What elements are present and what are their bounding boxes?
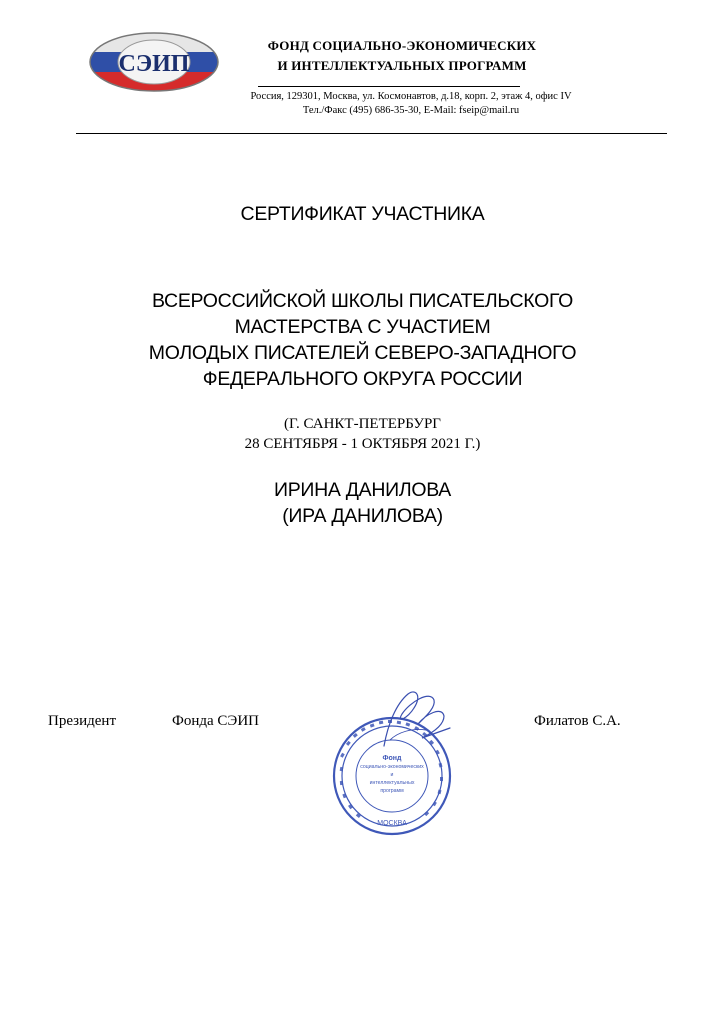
participant-name: ИРИНА ДАНИЛОВА: [274, 479, 451, 501]
signatory-position: Президент: [48, 713, 116, 729]
certificate-title: СЕРТИФИКАТ УЧАСТНИКА: [240, 203, 485, 225]
svg-text:социально-экономических: социально-экономических: [360, 764, 424, 770]
signatory-organization: Фонда СЭИП: [172, 713, 259, 729]
organization-name-line-2: И ИНТЕЛЛЕКТУАЛЬНЫХ ПРОГРАММ: [277, 58, 527, 73]
svg-text:Фонд: Фонд: [382, 755, 402, 762]
svg-text:и: и: [390, 772, 394, 778]
event-dates: 28 СЕНТЯБРЯ - 1 ОКТЯБРЯ 2021 Г.): [244, 436, 481, 452]
event-title-line: ФЕДЕРАЛЬНОГО ОКРУГА РОССИИ: [202, 368, 523, 390]
event-title-line: МОЛОДЫХ ПИСАТЕЛЕЙ СЕВЕРО-ЗАПАДНОГО: [148, 342, 577, 364]
svg-text:программ: программ: [380, 788, 404, 794]
event-place-and-dates: [0, 414, 725, 454]
event-place: (Г. САНКТ-ПЕТЕРБУРГ: [284, 416, 441, 432]
organization-name-line-1: ФОНД СОЦИАЛЬНО-ЭКОНОМИЧЕСКИХ: [267, 38, 537, 53]
official-seal: [326, 684, 462, 840]
svg-text:интеллектуальных: интеллектуальных: [369, 780, 415, 786]
organization-address: [206, 90, 616, 118]
contact-line: Тел./Факс (495) 686-35-30, E-Mail: fseip@mail.ru: [302, 105, 520, 116]
organization-name: [232, 36, 572, 76]
organization-divider: [258, 86, 520, 87]
participant: [0, 477, 725, 529]
address-line: Россия, 129301, Москва, ул. Космонавтов, д.18, корп. 2, этаж 4, офис IV: [250, 91, 572, 102]
signatory-name: Филатов С.А.: [534, 713, 621, 729]
participant-alias: (ИРА ДАНИЛОВА): [282, 505, 443, 527]
event-title-line: ВСЕРОССИЙСКОЙ ШКОЛЫ ПИСАТЕЛЬСКОГО: [151, 290, 574, 312]
svg-text:СЭИП: СЭИП: [118, 51, 190, 77]
svg-text:МОСКВА: МОСКВА: [377, 820, 407, 827]
fund-logo: [88, 31, 220, 93]
header-divider: [76, 133, 667, 134]
event-title: [0, 288, 725, 392]
event-title-line: МАСТЕРСТВА С УЧАСТИЕМ: [234, 316, 491, 338]
